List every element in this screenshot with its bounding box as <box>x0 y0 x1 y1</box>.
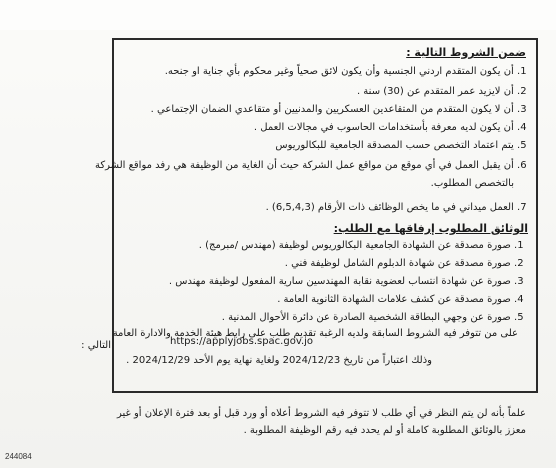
item-text: صورة مصدقة عن كشف علامات الشهادة الثانوية العامة . <box>277 294 511 305</box>
condition-item <box>151 104 531 116</box>
item-number: 3. <box>517 104 527 115</box>
item-text: أن يكون المتقدم اردني الجنسية وأن يكون لائق صحياً وغير محكوم بأي جناية او جنحه. <box>164 66 514 77</box>
item-text: صورة مصدقة عن شهادة الدبلوم الشامل لوظيفة فني . <box>284 258 511 269</box>
item-text: بالتخصص المطلوب. <box>430 178 514 189</box>
document-item <box>277 294 528 306</box>
apply-instructions: على من تتوفر فيه الشروط السابقة ولديه الرغبة تقديم طلب على رابط هيئة الخدمة والادارة العامة <box>112 328 518 339</box>
condition-item-continued <box>431 178 514 190</box>
item-number: 5. <box>517 140 527 151</box>
item-number: 4. <box>517 122 527 133</box>
item-number: 1. <box>517 66 527 77</box>
item-number: 2. <box>514 258 524 269</box>
document-item <box>285 258 528 270</box>
item-text: أن يقبل العمل في أي موقع من مواقع عمل الشركة حيث أن الغاية من الوظيفة هي رفد مواقع الشركة <box>95 160 514 171</box>
item-number: 6. <box>517 160 527 171</box>
item-text: صورة مصدقة عن الشهادة الجامعية البكالوريوس لوظيفة (مهندس /مبرمج) . <box>198 240 511 251</box>
conditions-heading: ضمن الشروط التالية : <box>406 46 526 59</box>
condition-item <box>95 160 531 172</box>
item-text: يتم اعتماد التخصص حسب المصدقة الجامعية للبكالوريوس <box>275 140 514 151</box>
item-text: أن يكون لديه معرفة بأستخدامات الحاسوب في مجالات العمل . <box>253 122 514 133</box>
item-number: 5. <box>514 312 524 323</box>
apply-dates: وذلك اعتباراً من تاريخ 2024/12/23 ولغاية نهاية يوم الأحد 2024/12/29 . <box>126 355 432 366</box>
apply-label: التالي : <box>81 340 111 351</box>
item-number: 2. <box>517 86 527 97</box>
apply-url-link[interactable]: https://applyjobs.spac.gov.jo <box>170 336 314 347</box>
condition-item <box>275 140 531 152</box>
document-item <box>222 312 528 324</box>
item-number: 7. <box>517 202 527 213</box>
condition-item <box>165 66 531 78</box>
notice-line-2: معزز بالوثائق المطلوبة كاملة أو لم يحدد فيه رقم الوظيفة المطلوبة . <box>243 425 526 436</box>
condition-item <box>254 122 531 134</box>
item-text: صورة عن شهادة انتساب لعضوية نقابة المهندسين سارية المفعول لوظيفة مهندس . <box>168 276 511 287</box>
item-text: أن لا يكون المتقدم من المتقاعدين العسكريين والمدنيين أو متقاعدي الضمان الإجتماعي . <box>150 104 514 115</box>
documents-heading: الوثائق المطلوب إرفاقها مع الطلب: <box>333 222 528 235</box>
condition-item <box>357 86 531 98</box>
document-item <box>169 276 528 288</box>
item-number: 1. <box>514 240 524 251</box>
item-text: أن لايزيد عمر المتقدم عن (30) سنة . <box>356 86 514 97</box>
item-text: صورة عن وجهي البطاقة الشخصية الصادرة عن دائرة الأحوال المدنية . <box>221 312 511 323</box>
item-number: 3. <box>514 276 524 287</box>
item-number: 4. <box>514 294 524 305</box>
document-id-stamp: 244084 <box>5 452 32 461</box>
item-text: العمل ميداني في ما يخص الوظائف ذات الأرقام (6,5,4,3) . <box>265 202 514 213</box>
notice-line-1: علماً بأنه لن يتم النظر في أي طلب لا تتوفر فيه الشروط أعلاه أو ورد قبل أو بعد فترة الإعلان أو غير <box>117 408 526 419</box>
document-item <box>199 240 528 252</box>
condition-item <box>266 202 531 214</box>
top-margin <box>0 0 556 30</box>
